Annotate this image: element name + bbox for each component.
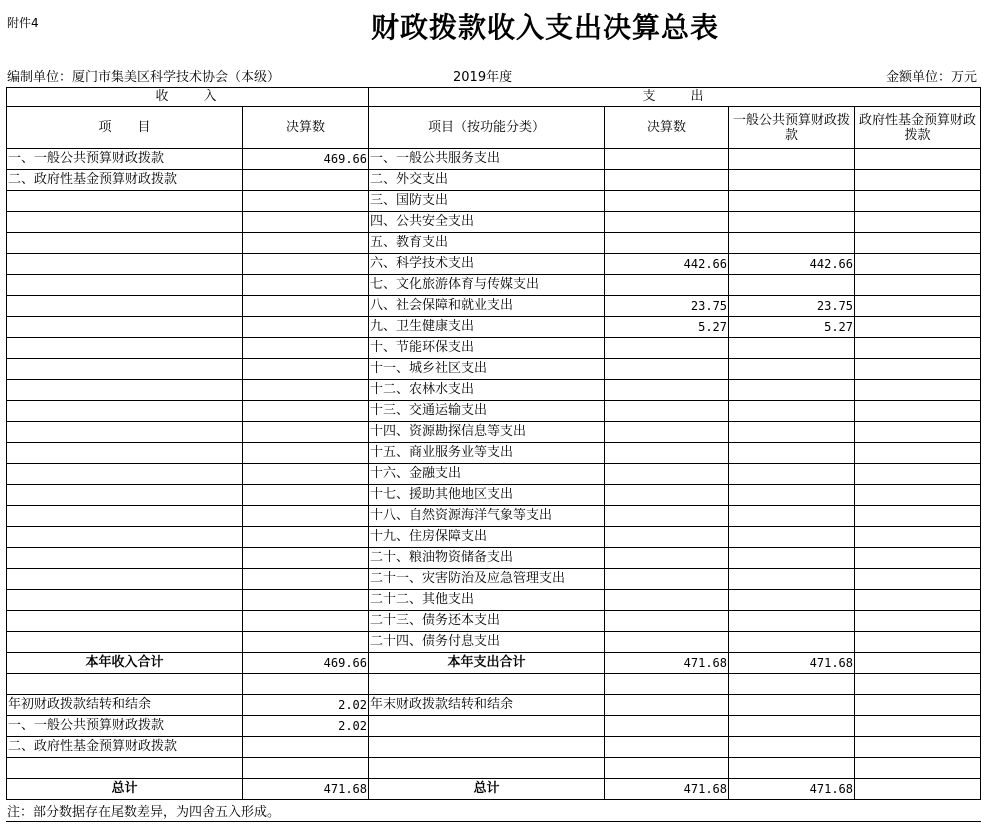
income-amount-cell: 469.66 — [243, 149, 369, 170]
general-budget-cell — [729, 569, 855, 590]
expense-item-cell: 十一、城乡社区支出 — [369, 359, 605, 380]
table-row — [7, 212, 981, 233]
table-row — [7, 548, 981, 569]
income-item-cell — [7, 212, 243, 233]
expense-amount-cell — [605, 191, 729, 212]
carryover-gov-row — [7, 737, 981, 758]
table-row — [7, 611, 981, 632]
expense-item-cell: 十六、金融支出 — [369, 464, 605, 485]
table-row — [7, 338, 981, 359]
expense-amount-cell — [605, 506, 729, 527]
annex-label: 附件4 — [7, 16, 39, 30]
income-amount-cell — [243, 212, 369, 233]
expense-item-cell: 七、文化旅游体育与传媒支出 — [369, 275, 605, 296]
income-item-cell — [7, 233, 243, 254]
expense-item-cell: 十九、住房保障支出 — [369, 527, 605, 548]
col-expense-amount: 决算数 — [605, 107, 729, 149]
table-row — [7, 464, 981, 485]
income-total-label: 本年收入合计 — [7, 653, 243, 674]
income-amount-cell — [243, 506, 369, 527]
gov-fund-cell — [855, 233, 981, 254]
expense-item-cell: 三、国防支出 — [369, 191, 605, 212]
col-expense-item: 项目（按功能分类） — [369, 107, 605, 149]
income-amount-cell — [243, 632, 369, 653]
general-budget-grand-total: 471.68 — [729, 779, 855, 800]
end-carryover-label: 年末财政拨款结转和结余 — [369, 695, 605, 716]
col-gov-fund: 政府性基金预算财政拨款 — [855, 107, 981, 149]
column-header-row — [7, 107, 981, 149]
income-item-cell — [7, 590, 243, 611]
income-section-header: 收 入 — [7, 88, 369, 107]
income-amount-cell — [243, 191, 369, 212]
expense-item-cell: 十七、援助其他地区支出 — [369, 485, 605, 506]
gov-fund-cell — [855, 149, 981, 170]
general-budget-cell — [729, 485, 855, 506]
general-budget-cell — [729, 170, 855, 191]
expense-amount-cell — [605, 548, 729, 569]
income-item-cell: 一、一般公共预算财政拨款 — [7, 149, 243, 170]
general-budget-cell — [729, 527, 855, 548]
income-amount-cell — [243, 275, 369, 296]
expense-amount-cell — [605, 338, 729, 359]
gov-fund-cell — [855, 380, 981, 401]
table-row — [7, 296, 981, 317]
gov-fund-cell — [855, 611, 981, 632]
general-budget-cell: 5.27 — [729, 317, 855, 338]
expense-amount-cell — [605, 443, 729, 464]
expense-item-cell: 一、一般公共服务支出 — [369, 149, 605, 170]
gov-fund-cell — [855, 590, 981, 611]
expense-amount-cell — [605, 149, 729, 170]
table-row — [7, 275, 981, 296]
income-amount-cell — [243, 611, 369, 632]
income-amount-cell — [243, 464, 369, 485]
income-amount-cell — [243, 338, 369, 359]
income-item-cell — [7, 191, 243, 212]
general-budget-cell — [729, 611, 855, 632]
carryover-gov-amount — [243, 737, 369, 758]
general-budget-cell — [729, 359, 855, 380]
expense-item-cell: 二十、粮油物资储备支出 — [369, 548, 605, 569]
table-row — [7, 590, 981, 611]
table-row — [7, 506, 981, 527]
footnote: 注：部分数据存在尾数差异，为四舍五入形成。 — [7, 805, 281, 820]
expense-item-cell: 八、社会保障和就业支出 — [369, 296, 605, 317]
table-row — [7, 527, 981, 548]
income-item-cell — [7, 401, 243, 422]
table-row — [7, 569, 981, 590]
expense-item-cell: 十八、自然资源海洋气象等支出 — [369, 506, 605, 527]
income-item-cell: 二、政府性基金预算财政拨款 — [7, 170, 243, 191]
expense-item-cell: 十、节能环保支出 — [369, 338, 605, 359]
expense-item-cell: 九、卫生健康支出 — [369, 317, 605, 338]
income-amount-cell — [243, 380, 369, 401]
income-amount-cell — [243, 254, 369, 275]
expense-amount-cell — [605, 359, 729, 380]
gov-fund-cell — [855, 569, 981, 590]
gov-fund-cell — [855, 359, 981, 380]
budget-table — [6, 87, 981, 800]
income-item-cell — [7, 506, 243, 527]
expense-item-cell: 十二、农林水支出 — [369, 380, 605, 401]
income-item-cell — [7, 485, 243, 506]
expense-item-cell: 五、教育支出 — [369, 233, 605, 254]
expense-item-cell: 六、科学技术支出 — [369, 254, 605, 275]
income-item-cell — [7, 422, 243, 443]
income-amount-cell — [243, 317, 369, 338]
income-amount-cell — [243, 527, 369, 548]
general-budget-cell — [729, 149, 855, 170]
expense-amount-cell: 23.75 — [605, 296, 729, 317]
gov-fund-cell — [855, 191, 981, 212]
income-item-cell — [7, 254, 243, 275]
gov-fund-cell — [855, 401, 981, 422]
expense-amount-cell — [605, 170, 729, 191]
carryover-general-amount: 2.02 — [243, 716, 369, 737]
section-header-row — [7, 88, 981, 107]
compiling-unit: 编制单位：厦门市集美区科学技术协会（本级） — [7, 70, 281, 85]
income-item-cell — [7, 611, 243, 632]
carryover-general-row — [7, 716, 981, 737]
income-item-cell — [7, 548, 243, 569]
gov-fund-cell — [855, 443, 981, 464]
income-amount-cell — [243, 359, 369, 380]
currency-unit: 金额单位：万元 — [885, 70, 977, 85]
expense-amount-cell — [605, 569, 729, 590]
income-item-cell — [7, 359, 243, 380]
col-general-budget: 一般公共预算财政拨款 — [729, 107, 855, 149]
gov-fund-cell — [855, 548, 981, 569]
gov-fund-cell — [855, 170, 981, 191]
income-item-cell — [7, 275, 243, 296]
gov-fund-cell — [855, 632, 981, 653]
carryover-general-label: 一、一般公共预算财政拨款 — [7, 716, 243, 737]
gov-fund-cell — [855, 485, 981, 506]
income-grand-total-amount: 471.68 — [243, 779, 369, 800]
general-budget-cell — [729, 443, 855, 464]
expense-amount-cell — [605, 275, 729, 296]
general-budget-cell — [729, 632, 855, 653]
income-item-cell — [7, 569, 243, 590]
gov-fund-cell — [855, 506, 981, 527]
table-row — [7, 485, 981, 506]
income-amount-cell — [243, 485, 369, 506]
general-budget-cell — [729, 233, 855, 254]
expense-item-cell: 十五、商业服务业等支出 — [369, 443, 605, 464]
table-row — [7, 170, 981, 191]
expense-item-cell: 二十四、债务付息支出 — [369, 632, 605, 653]
income-item-cell — [7, 317, 243, 338]
gov-fund-cell — [855, 422, 981, 443]
gov-fund-cell — [855, 254, 981, 275]
gov-fund-cell — [855, 275, 981, 296]
general-budget-cell: 23.75 — [729, 296, 855, 317]
income-amount-cell — [243, 233, 369, 254]
income-item-cell — [7, 443, 243, 464]
expense-section-header: 支 出 — [369, 88, 981, 107]
begin-carryover-amount: 2.02 — [243, 695, 369, 716]
table-row — [7, 443, 981, 464]
table-row — [7, 254, 981, 275]
income-amount-cell — [243, 590, 369, 611]
carryover-gov-label: 二、政府性基金预算财政拨款 — [7, 737, 243, 758]
general-budget-cell — [729, 380, 855, 401]
expense-amount-cell: 442.66 — [605, 254, 729, 275]
general-budget-cell — [729, 506, 855, 527]
table-row — [7, 632, 981, 653]
carryover-row — [7, 695, 981, 716]
gov-fund-cell — [855, 317, 981, 338]
income-item-cell — [7, 527, 243, 548]
general-budget-cell — [729, 212, 855, 233]
expense-amount-cell: 5.27 — [605, 317, 729, 338]
expense-amount-cell — [605, 590, 729, 611]
grand-total-row — [7, 779, 981, 800]
expense-amount-cell — [605, 632, 729, 653]
expense-amount-cell — [605, 611, 729, 632]
income-amount-cell — [243, 443, 369, 464]
income-amount-cell — [243, 422, 369, 443]
income-amount-cell — [243, 548, 369, 569]
table-row — [7, 191, 981, 212]
income-item-cell — [7, 464, 243, 485]
table-row — [7, 233, 981, 254]
general-budget-cell — [729, 548, 855, 569]
expense-amount-cell — [605, 212, 729, 233]
income-amount-cell — [243, 296, 369, 317]
expense-item-cell: 二十二、其他支出 — [369, 590, 605, 611]
table-row — [7, 401, 981, 422]
blank-row — [7, 758, 981, 779]
page-title: 财政拨款收入支出决算总表 — [370, 11, 719, 44]
general-budget-cell — [729, 590, 855, 611]
general-budget-cell: 442.66 — [729, 254, 855, 275]
table-row — [7, 380, 981, 401]
expense-amount-cell — [605, 422, 729, 443]
blank-row — [7, 674, 981, 695]
general-budget-total: 471.68 — [729, 653, 855, 674]
table-row — [7, 317, 981, 338]
income-amount-cell — [243, 170, 369, 191]
col-income-item: 项 目 — [7, 107, 243, 149]
general-budget-cell — [729, 464, 855, 485]
expense-amount-cell — [605, 401, 729, 422]
expense-item-cell: 二十三、债务还本支出 — [369, 611, 605, 632]
expense-total-amount: 471.68 — [605, 653, 729, 674]
expense-amount-cell — [605, 233, 729, 254]
expense-grand-total-label: 总计 — [369, 779, 605, 800]
income-amount-cell — [243, 401, 369, 422]
expense-item-cell: 十四、资源勘探信息等支出 — [369, 422, 605, 443]
expense-total-label: 本年支出合计 — [369, 653, 605, 674]
col-income-amount: 决算数 — [243, 107, 369, 149]
general-budget-cell — [729, 275, 855, 296]
general-budget-cell — [729, 422, 855, 443]
expense-amount-cell — [605, 527, 729, 548]
year-total-row — [7, 653, 981, 674]
income-grand-total-label: 总计 — [7, 779, 243, 800]
income-total-amount: 469.66 — [243, 653, 369, 674]
table-row — [7, 422, 981, 443]
expense-amount-cell — [605, 464, 729, 485]
gov-fund-total — [855, 653, 981, 674]
expense-amount-cell — [605, 380, 729, 401]
general-budget-cell — [729, 338, 855, 359]
expense-item-cell: 二十一、灾害防治及应急管理支出 — [369, 569, 605, 590]
gov-fund-cell — [855, 338, 981, 359]
general-budget-cell — [729, 191, 855, 212]
table-row — [7, 149, 981, 170]
expense-item-cell: 四、公共安全支出 — [369, 212, 605, 233]
expense-item-cell: 十三、交通运输支出 — [369, 401, 605, 422]
gov-fund-cell — [855, 527, 981, 548]
begin-carryover-label: 年初财政拨款结转和结余 — [7, 695, 243, 716]
table-row — [7, 359, 981, 380]
footer-rule — [6, 821, 981, 822]
gov-fund-cell — [855, 212, 981, 233]
gov-fund-cell — [855, 296, 981, 317]
general-budget-cell — [729, 401, 855, 422]
expense-amount-cell — [605, 485, 729, 506]
expense-item-cell: 二、外交支出 — [369, 170, 605, 191]
gov-fund-grand-total — [855, 779, 981, 800]
income-item-cell — [7, 632, 243, 653]
income-amount-cell — [243, 569, 369, 590]
income-item-cell — [7, 380, 243, 401]
fiscal-year: 2019年度 — [453, 70, 513, 85]
gov-fund-cell — [855, 464, 981, 485]
expense-grand-total-amount: 471.68 — [605, 779, 729, 800]
income-item-cell — [7, 338, 243, 359]
income-item-cell — [7, 296, 243, 317]
